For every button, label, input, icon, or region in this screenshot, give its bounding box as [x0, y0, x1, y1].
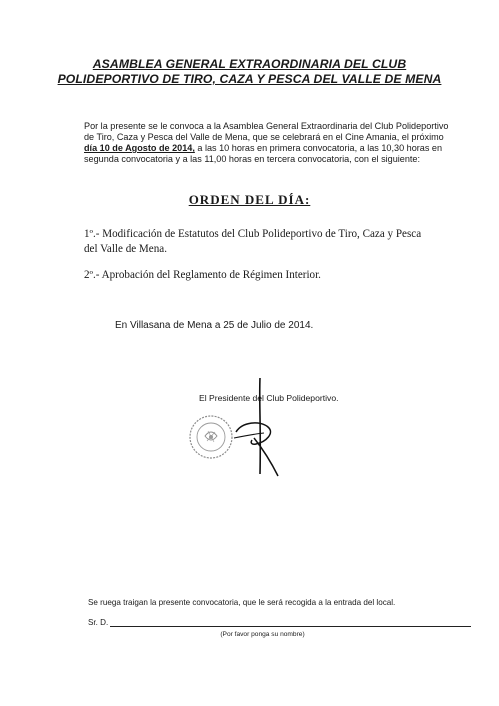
body-line-3 [84, 143, 442, 154]
recipient-label: Sr. D. [88, 618, 109, 627]
document-title-line1: ASAMBLEA GENERAL EXTRAORDINARIA DEL CLUB [92, 57, 407, 71]
recipient-name-line[interactable] [110, 626, 471, 627]
club-seal-stamp [188, 414, 234, 460]
agenda-heading: ORDEN DEL DÍA: [188, 192, 311, 207]
president-signature [230, 376, 290, 482]
body-line-1: Por la presente se le convoca a la Asamblea General Extraordinaria del Club Polideportivo [84, 121, 449, 131]
agenda-item-1: 1º.- Modificación de Estatutos del Club Polideportivo de Tiro, Caza y Pesca [84, 228, 422, 240]
name-hint: (Por favor ponga su nombre) [220, 631, 305, 638]
president-label: El Presidente del Club Polideportivo. [199, 393, 339, 403]
agenda-item-1-continued: del Valle de Mena. [84, 243, 167, 255]
agenda-item-2: 2º.- Aprobación del Reglamento de Régimen Interior. [84, 269, 321, 281]
meeting-date: día 10 de Agosto de 2014, [84, 143, 195, 153]
meeting-times: a las 10 horas en primera convocatoria, a las 10,30 horas en [194, 143, 443, 153]
footer-note: Se ruega traigan la presente convocatoria, que le será recogida a la entrada del local. [88, 598, 396, 607]
body-line-2: de Tiro, Caza y Pesca del Valle de Mena, que se celebrará en el Cine Amania, el próximo [84, 132, 444, 142]
body-line-4: segunda convocatoria y a las 11,00 horas en tercera convocatoria, con el siguiente: [84, 154, 421, 164]
document-title-line2: POLIDEPORTIVO DE TIRO, CAZA Y PESCA DEL VALLE DE MENA [57, 72, 442, 86]
place-and-date: En Villasana de Mena a 25 de Julio de 2014. [115, 320, 314, 331]
